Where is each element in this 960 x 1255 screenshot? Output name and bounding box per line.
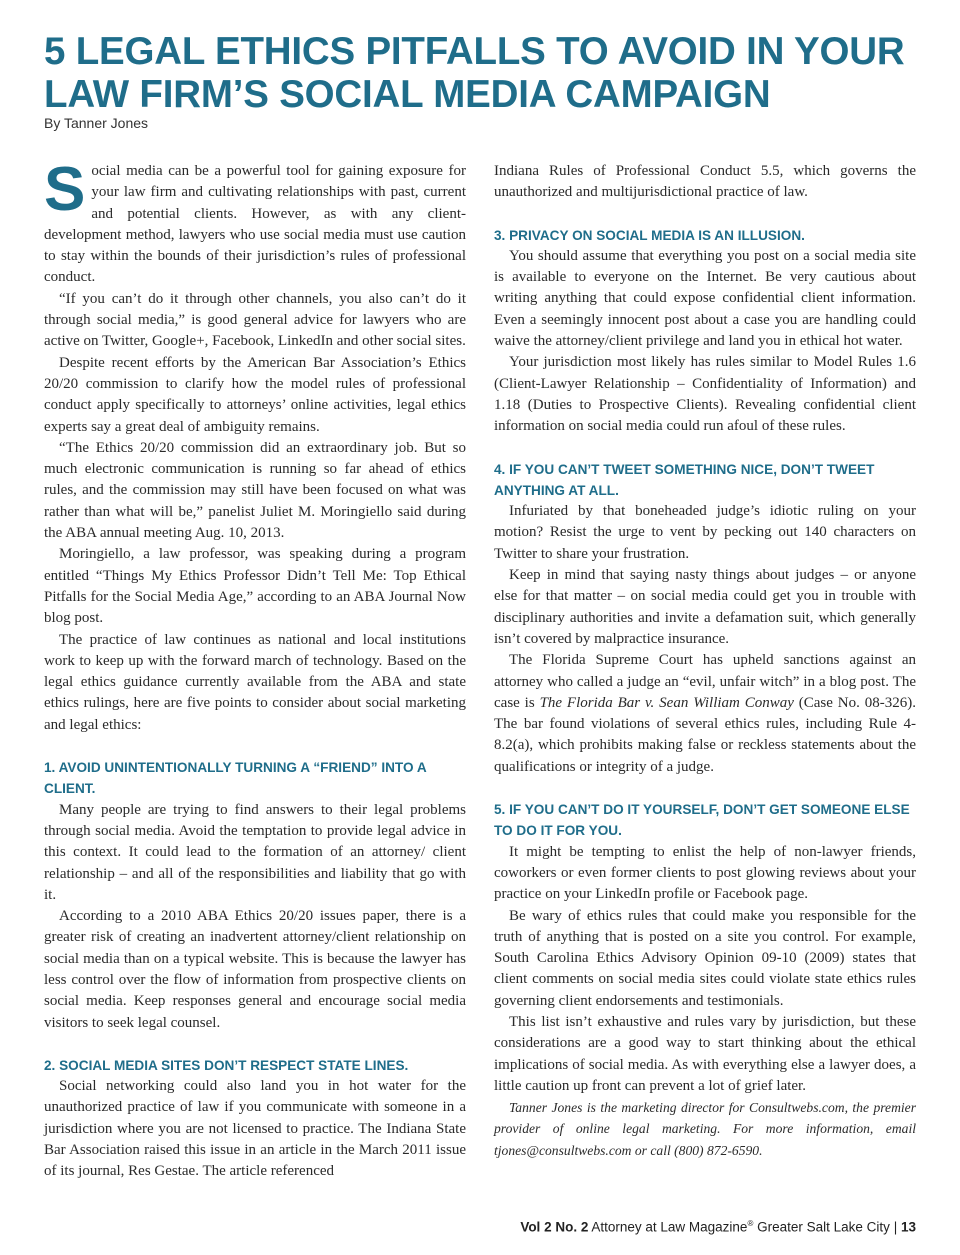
footer-separator: | xyxy=(893,1219,898,1235)
edition-name: Greater Salt Lake City xyxy=(757,1219,890,1235)
page-number: 13 xyxy=(900,1219,916,1235)
left-column xyxy=(44,155,466,1183)
section-5-paragraph-2: Be wary of ethics rules that could make you responsible for the truth of anything that is posted on a site you control. For example, South Carolina Ethics Advisory Opinion 09-10 (2009) states that client comments on social media sites could violate state ethics rules governing client endorsements and testimonials. xyxy=(494,907,916,1009)
magazine-name: Attorney at Law Magazine xyxy=(591,1219,748,1235)
section-1-paragraph-2: According to a 2010 ABA Ethics 20/20 issues paper, there is a greater risk of creating an inadvertent attorney/client relationship on social media than on a typical website. This is because the lawyer has less control over the flow of information from prospective clients on social media. Keep responses general and encourage social media visitors to seek legal counsel. xyxy=(44,908,466,1031)
section-5-paragraph-3: This list isn’t exhaustive and rules vary by jurisdiction, but these considerations are a good way to start thinking about the ethical implications of social media. As with everything else a lawyer does, a little caution up front can prevent a lot of grief later. xyxy=(494,1013,916,1094)
intro-paragraph-3: Despite recent efforts by the American Bar Association’s Ethics 20/20 commission to clarify how the model rules of professional conduct apply specifically to attorneys’ online activities, legal ethics experts say a great deal of ambiguity remains. xyxy=(44,354,466,435)
intro-paragraph-6: The practice of law continues as national and local institutions work to keep up with the forward march of technology. Based on the legal ethics guidance currently available from the ABA and state ethics rulings, here are five points to consider about social marketing and legal ethics: xyxy=(44,631,466,733)
article-title: 5 LEGAL ETHICS PITFALLS TO AVOID IN YOUR LAW FIRM’S SOCIAL MEDIA CAMPAIGN xyxy=(44,30,905,116)
section-4-paragraph-2: Keep in mind that saying nasty things about judges – or anyone else for that matter – on social media could get you in trouble with disciplinary authorities and invite a defamation suit, which generally isn’t covered by malpractice insurance. xyxy=(494,567,916,647)
section-4-paragraph-1: Infuriated by that boneheaded judge’s idiotic ruling on your motion? Resist the urge to vent by pecking out 140 characters on Twitter to share your frustration. xyxy=(494,503,916,562)
intro-paragraph-2: “If you can’t do it through other channels, you also can’t do it through social media,” is good general advice for lawyers who are active on Twitter, Google+, Facebook, LinkedIn and other social sites. xyxy=(44,290,466,350)
section-2-heading: 2. SOCIAL MEDIA SITES DON’T RESPECT STATE LINES. xyxy=(44,1057,409,1073)
drop-cap: S xyxy=(44,155,86,224)
section-2-paragraph-1: Social networking could also land you in hot water for the unauthorized practice of law if you communicate with someone in a jurisdiction where you are not licensed to practice. The Indiana State Bar Association raised this issue in an article in the March 2011 issue of its journal, Res Gestae. The article referenced xyxy=(44,1078,466,1180)
author-credit: Tanner Jones is the marketing director for Consultwebs.com, the premier provider of online legal marketing. For more information, email tjones@consultwebs.com or call (800) 872-6590. xyxy=(494,1100,916,1158)
section-4-paragraph-3: The Florida Supreme Court has upheld sanctions against an attorney who called a judge an “evil, unfair witch” in a blog post. The case is The Florida Bar v. Sean William Conway (Case No. 08-326). The bar found violations of several ethics rules, including Rule 4-8.2(a), which prohibits making false or reckless statements about the qualifications or integrity of a judge. xyxy=(494,652,916,775)
section-1-paragraph-1: Many people are trying to find answers to their legal problems through social media. Avoid the temptation to provide legal advice in this context. It could lead to the formation of an attorney/ client relationship – and all of the responsibilities and liability that go with it. xyxy=(44,801,466,903)
section-5-paragraph-1: It might be tempting to enlist the help of non-lawyer friends, coworkers or even former clients to post glowing reviews about your practice on your LinkedIn profile or Facebook page. xyxy=(494,843,916,903)
right-column xyxy=(494,161,916,1161)
section-3-heading: 3. PRIVACY ON SOCIAL MEDIA IS AN ILLUSION. xyxy=(494,227,805,243)
intro-paragraph-1: Social media can be a powerful tool for gaining exposure for your law firm and cultivating relationships with past, current and potential clients. However, as with any client-development method, lawyers who use social media must use caution to stay within the bounds of their jurisdiction’s rules of professional conduct. xyxy=(44,155,466,286)
byline: By Tanner Jones xyxy=(44,115,149,131)
intro-paragraph-4: “The Ethics 20/20 commission did an extraordinary job. But so much electronic communication is running so far ahead of ethics rules, and the commission may still have been focused on what was rather than what will be,” panelist Juliet M. Moringiello said during the ABA annual meeting Aug. 10, 2013. xyxy=(44,439,466,542)
section-1-heading: 1. AVOID UNINTENTIONALLY TURNING A “FRIEND” INTO A CLIENT. xyxy=(44,760,427,797)
intro-paragraph-5: Moringiello, a law professor, was speaking during a program entitled “Things My Ethics Professor Didn’t Tell Me: Top Ethical Pitfalls for the Social Media Age,” according to an ABA Journal Now blog post. xyxy=(44,546,466,627)
section-4-heading: 4. IF YOU CAN’T TWEET SOMETHING NICE, DON’T TWEET ANYTHING AT ALL. xyxy=(494,461,875,498)
section-2-paragraph-1-continued: Indiana Rules of Professional Conduct 5.5, which governs the unauthorized and multijurisdictional practice of law. xyxy=(494,163,916,201)
registered-mark: ® xyxy=(747,1219,754,1228)
section-3-paragraph-2: Your jurisdiction most likely has rules similar to Model Rules 1.6 (Client-Lawyer Relationship – Confidentiality of Information) and 1.18 (Duties to Prospective Clients). Revealing confidential client information on social media could run afoul of these rules. xyxy=(494,354,916,435)
issue-number: Vol 2 No. 2 xyxy=(520,1219,589,1235)
section-5-heading: 5. IF YOU CAN’T DO IT YOURSELF, DON’T GET SOMEONE ELSE TO DO IT FOR YOU. xyxy=(494,802,910,839)
section-3-paragraph-1: You should assume that everything you post on a social media site is available to everyone on the Internet. Be very cautious about writing anything that could expose confidential client information. Even a seemingly innocent post about a case you are handling could waive the attorney/client privilege and land you in ethical hot water. xyxy=(494,247,916,350)
page-footer xyxy=(520,1219,916,1235)
case-name: The Florida Bar v. Sean William Conway xyxy=(539,694,794,711)
